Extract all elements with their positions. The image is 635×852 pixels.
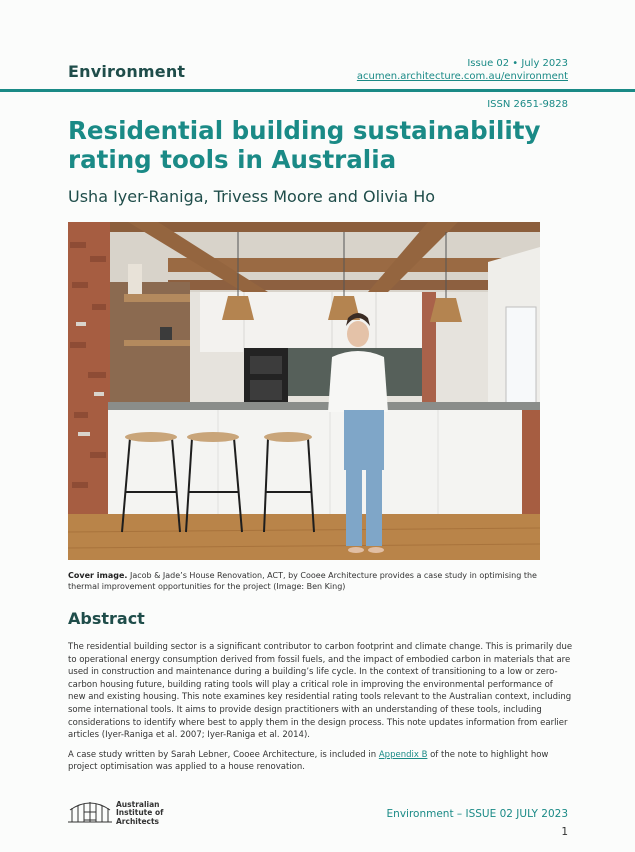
issn: ISSN 2651-9828 bbox=[487, 99, 568, 110]
caption-text: Jacob & Jade’s House Renovation, ACT, by Cooee Architecture provides a case study in optimising the thermal improvement opportunities for the project (Image: Ben King) bbox=[68, 571, 537, 591]
cover-image bbox=[68, 222, 540, 560]
aia-logo-text bbox=[116, 801, 163, 826]
cover-caption bbox=[68, 570, 568, 592]
authors: Usha Iyer-Raniga, Trivess Moore and Olivia Ho bbox=[68, 187, 436, 206]
abstract-paragraph-1: The residential building sector is a significant contributor to carbon footprint and climate change. This is primarily due to operational energy consumption derived from fossil fuels, and the impact of embodied carbon in materials that are used in construction and maintenance during a building’s life cycle. In the context of transitioning to a low or zero-carbon housing future, building rating tools will play a critical role in improving the environmental performance of new and existing housing. This note examines key residential rating tools relevant to the Australian context, including some international tools. It aims to provide design practitioners with an understanding of these tools, including considerations to identify where best to apply them in the design process. This note updates information from earlier articles (Iyer-Raniga et al. 2007; Iyer-Raniga et al. 2014). bbox=[68, 642, 573, 741]
paragraph-2-text: A case study written by Sarah Lebner, Cooee Architecture, is included in bbox=[68, 749, 379, 760]
footer-label: Environment – ISSUE 02 JULY 2023 bbox=[386, 808, 568, 820]
page-title: Residential building sustainability rating tools in Australia bbox=[68, 116, 541, 174]
abstract-paragraph-2 bbox=[68, 749, 573, 774]
logo-line-3: Architects bbox=[116, 816, 160, 826]
issue-date: Issue 02 • July 2023 bbox=[467, 58, 568, 69]
caption-label: Cover image. bbox=[68, 571, 128, 580]
kitchen-photo-icon bbox=[68, 222, 540, 560]
appendix-b-link[interactable]: Appendix B bbox=[378, 749, 428, 760]
section-label: Environment bbox=[68, 62, 186, 81]
paragraph-2-tail: of the note to highlight how project optimisation was applied to a house renovation. bbox=[68, 749, 549, 773]
abstract-heading: Abstract bbox=[68, 609, 145, 628]
website-link[interactable]: acumen.architecture.com.au/environment bbox=[356, 71, 568, 82]
header-rule bbox=[0, 89, 635, 92]
abstract-body bbox=[68, 641, 573, 781]
page-number: 1 bbox=[561, 826, 568, 838]
logo-line-1: Australian bbox=[116, 800, 160, 809]
logo-line-2: Institute of bbox=[116, 808, 164, 818]
